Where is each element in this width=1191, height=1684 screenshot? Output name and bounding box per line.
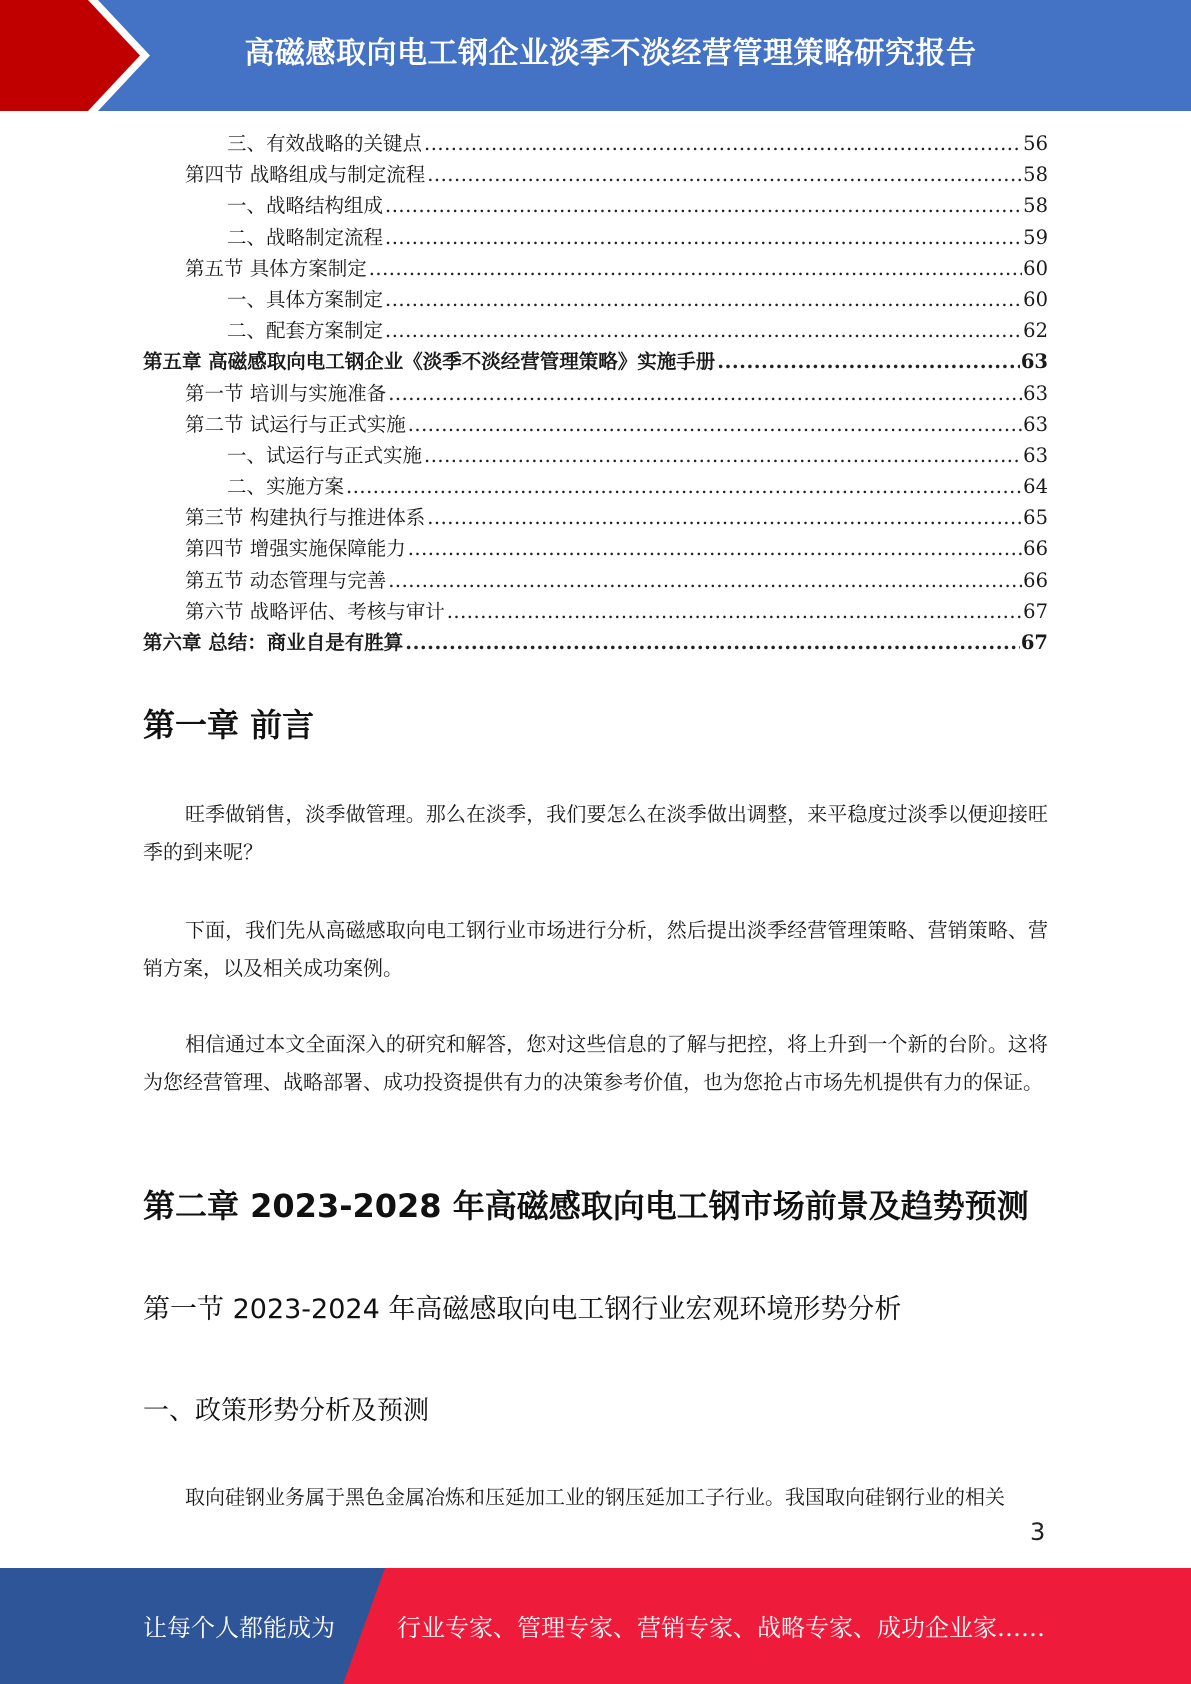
page-number: 3 [1030,1518,1046,1546]
toc-leader-dots [408,533,1022,564]
toc-entry-label: 一、试运行与正式实施 [227,443,423,467]
toc-entry[interactable] [143,284,1048,315]
toc-entry-label: 第二节 试运行与正式实施 [185,412,406,436]
toc-entry-label: 第六节 战略评估、考核与审计 [185,599,445,623]
toc-entry-page: 58 [1023,163,1048,187]
chapter-heading: 第一章 前言 [143,706,315,744]
toc-entry-page: 66 [1023,568,1048,592]
toc-leader-dots [405,627,1020,658]
footer-slogan-right: 行业专家、管理专家、营销专家、战略专家、成功企业家…… [397,1614,1045,1642]
toc-leader-dots [717,346,1020,377]
toc-entry-label: 一、具体方案制定 [227,287,384,311]
toc-entry[interactable] [143,565,1048,596]
toc-leader-dots [427,502,1022,533]
page-header [0,0,1191,111]
toc-entry[interactable] [143,315,1048,346]
paragraph: 下面，我们先从高磁感取向电工钢行业市场进行分析，然后提出淡季经营管理策略、营销策略、营销方案，以及相关成功案例。 [143,918,1048,980]
toc-entry[interactable] [143,378,1048,409]
toc-entry-page: 60 [1023,256,1048,280]
toc-entry[interactable] [143,190,1048,221]
toc-entry-page: 63 [1023,412,1048,436]
report-title: 高磁感取向电工钢企业淡季不淡经营管理策略研究报告 [244,36,977,71]
toc-entry[interactable] [143,440,1048,471]
toc-entry-label: 第四节 增强实施保障能力 [185,537,406,561]
paragraph: 旺季做销售，淡季做管理。那么在淡季，我们要怎么在淡季做出调整，来平稳度过淡季以便迎接旺季的到来呢？ [143,802,1048,864]
toc-entry[interactable] [143,627,1048,658]
toc-entry[interactable] [143,128,1048,159]
toc-leader-dots [369,253,1022,284]
toc-entry-label: 第一节 培训与实施准备 [185,381,387,405]
toc-entry-page: 56 [1023,132,1048,155]
toc-entry-label: 二、战略制定流程 [227,225,384,249]
toc-entry-label: 第六章 总结：商业自是有胜算 [143,631,404,654]
toc-leader-dots [346,471,1022,502]
toc-entry-page: 60 [1023,287,1048,311]
toc-leader-dots [447,596,1022,627]
toc-entry-page: 62 [1023,319,1048,343]
toc-entry[interactable] [143,533,1048,564]
toc-leader-dots [388,565,1022,596]
toc-leader-dots [385,284,1022,315]
toc-entry[interactable] [143,596,1048,627]
toc-entry-page: 58 [1023,194,1048,218]
section-heading: 第一节 2023-2024 年高磁感取向电工钢行业宏观环境形势分析 [143,1294,902,1325]
chapter-heading: 第二章 2023-2028 年高磁感取向电工钢市场前景及趋势预测 [143,1187,1029,1225]
toc-leader-dots [385,222,1022,253]
toc-leader-dots [385,315,1022,346]
toc-entry-page: 67 [1020,631,1048,654]
toc-entry-label: 第五节 动态管理与完善 [185,568,387,592]
toc-entry-label: 第五章 高磁感取向电工钢企业《淡季不淡经营管理策略》实施手册 [143,350,716,374]
toc-entry-page: 67 [1023,599,1048,623]
toc-entry[interactable] [143,409,1048,440]
toc-entry-label: 第五节 具体方案制定 [185,256,367,280]
toc-entry-page: 65 [1023,506,1048,530]
toc-entry[interactable] [143,222,1048,253]
toc-leader-dots [408,409,1022,440]
footer-slogan-left: 让每个人都能成为 [143,1614,335,1642]
toc-leader-dots [385,190,1022,221]
toc-leader-dots [424,128,1022,159]
table-of-contents [143,128,1048,658]
paragraph: 相信通过本文全面深入的研究和解答，您对这些信息的了解与把控，将上升到一个新的台阶。这将为您经营管理、战略部署、成功投资提供有力的决策参考价值，也为您抢占市场先机提供有力的保证。 [143,1032,1048,1094]
toc-entry-page: 64 [1023,475,1048,499]
toc-entry[interactable] [143,471,1048,502]
toc-entry[interactable] [143,502,1048,533]
toc-entry[interactable] [143,159,1048,190]
toc-leader-dots [427,159,1022,190]
toc-entry[interactable] [143,346,1048,377]
toc-leader-dots [424,440,1022,471]
toc-entry-page: 63 [1023,381,1048,405]
toc-entry-page: 59 [1023,225,1048,249]
toc-entry-page: 66 [1023,537,1048,561]
toc-entry-page: 63 [1023,443,1048,467]
toc-entry-label: 第四节 战略组成与制定流程 [185,163,426,187]
paragraph: 取向硅钢业务属于黑色金属冶炼和压延加工业的钢压延加工子行业。我国取向硅钢行业的相关 [185,1485,1005,1509]
toc-entry-label: 第三节 构建执行与推进体系 [185,506,426,530]
toc-entry-label: 一、战略结构组成 [227,194,384,218]
subsection-heading: 一、政策形势分析及预测 [143,1396,430,1426]
page-footer [0,1568,1191,1684]
toc-entry-label: 二、配套方案制定 [227,319,384,343]
toc-leader-dots [388,378,1022,409]
toc-entry-label: 三、有效战略的关键点 [227,132,423,155]
toc-entry-page: 63 [1020,350,1048,374]
toc-entry-label: 二、实施方案 [227,475,345,499]
toc-entry[interactable] [143,253,1048,284]
